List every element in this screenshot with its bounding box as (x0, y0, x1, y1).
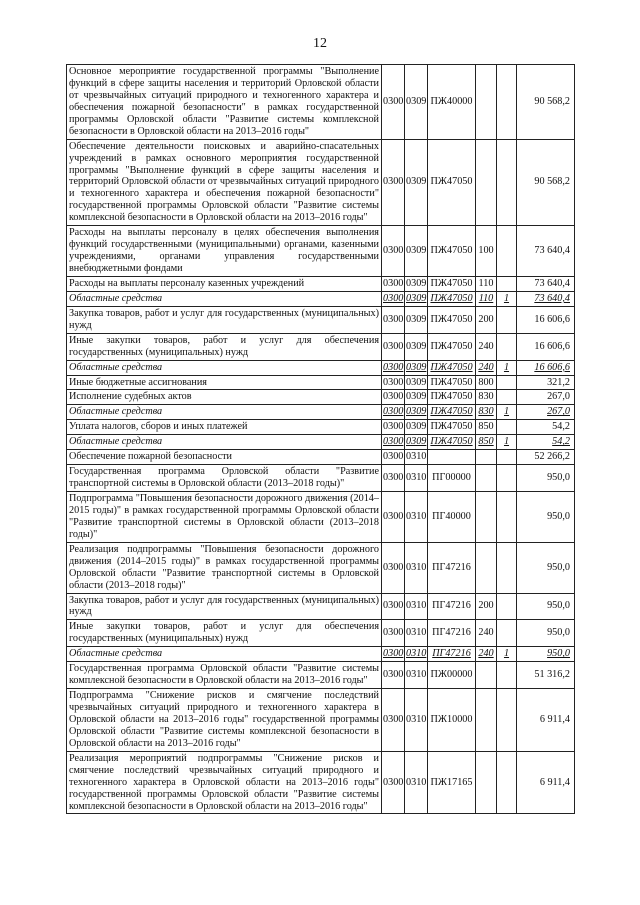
target-article-code: ПГ47216 (428, 542, 476, 593)
amount-value: 950,0 (517, 620, 575, 647)
section-code: 0300 (382, 647, 405, 662)
section-code: 0300 (382, 306, 405, 333)
target-article-code: ПЖ47050 (428, 306, 476, 333)
subsection-code: 0309 (405, 226, 428, 277)
section-code: 0300 (382, 689, 405, 752)
table-row (67, 647, 575, 662)
target-article-code (428, 450, 476, 465)
amount-value: 51 316,2 (517, 662, 575, 689)
section-code: 0300 (382, 620, 405, 647)
row-description: Областные средства (67, 360, 382, 375)
row-description: Исполнение судебных актов (67, 390, 382, 405)
table-row (67, 435, 575, 450)
subsection-code: 0310 (405, 689, 428, 752)
expense-type-code: 240 (476, 333, 497, 360)
row-description: Областные средства (67, 405, 382, 420)
table-row (67, 306, 575, 333)
expense-type-code: 110 (476, 291, 497, 306)
table-row (67, 405, 575, 420)
subsection-code: 0309 (405, 306, 428, 333)
expense-type-code (476, 450, 497, 465)
target-article-code: ПЖ47050 (428, 390, 476, 405)
section-code: 0300 (382, 360, 405, 375)
row-description: Иные закупки товаров, работ и услуг для обеспечения государственных (муниципальных) нужд (67, 620, 382, 647)
row-description: Государственная программа Орловской области "Развитие транспортной системы в Орловской области (2013–2018 годы)" (67, 465, 382, 492)
funding-source-code (497, 390, 517, 405)
table-row (67, 542, 575, 593)
row-description: Государственная программа Орловской области "Развитие системы комплексной безопасности в Орловской области на 2013–2016 годы" (67, 662, 382, 689)
amount-value: 950,0 (517, 492, 575, 543)
target-article-code: ПЖ47050 (428, 291, 476, 306)
funding-source-code (497, 662, 517, 689)
funding-source-code (497, 276, 517, 291)
funding-source-code (497, 620, 517, 647)
amount-value: 950,0 (517, 465, 575, 492)
table-row (67, 465, 575, 492)
table-row (67, 65, 575, 140)
expense-type-code: 240 (476, 647, 497, 662)
section-code: 0300 (382, 593, 405, 620)
subsection-code: 0309 (405, 139, 428, 226)
expense-type-code: 830 (476, 405, 497, 420)
subsection-code: 0309 (405, 420, 428, 435)
funding-source-code (497, 375, 517, 390)
amount-value: 16 606,6 (517, 333, 575, 360)
funding-source-code (497, 420, 517, 435)
table-row (67, 291, 575, 306)
amount-value: 950,0 (517, 593, 575, 620)
funding-source-code (497, 333, 517, 360)
row-description: Расходы на выплаты персоналу в целях обеспечения выполнения функций государственными (муниципальными) органами, казенными учреждениями, органами управления государственными внебюджетными фондами (67, 226, 382, 277)
section-code: 0300 (382, 435, 405, 450)
row-description: Реализация мероприятий подпрограммы "Снижение рисков и смягчение последствий чрезвычайных ситуаций природного и техногенного характера в Орловской области на 2013–2016 годы" государственной программы Орловской области "Развитие системы комплексной безопасности в Орловской области на 2013–2016 годы" (67, 751, 382, 814)
target-article-code: ПЖ10000 (428, 689, 476, 752)
section-code: 0300 (382, 226, 405, 277)
section-code: 0300 (382, 139, 405, 226)
amount-value: 6 911,4 (517, 751, 575, 814)
section-code: 0300 (382, 662, 405, 689)
table-row (67, 492, 575, 543)
row-description: Обеспечение пожарной безопасности (67, 450, 382, 465)
funding-source-code: 1 (497, 291, 517, 306)
expense-type-code: 800 (476, 375, 497, 390)
expense-type-code (476, 492, 497, 543)
funding-source-code (497, 65, 517, 140)
table-row (67, 420, 575, 435)
amount-value: 90 568,2 (517, 139, 575, 226)
expense-type-code: 850 (476, 435, 497, 450)
row-description: Закупка товаров, работ и услуг для государственных (муниципальных) нужд (67, 306, 382, 333)
subsection-code: 0310 (405, 593, 428, 620)
target-article-code: ПЖ47050 (428, 435, 476, 450)
target-article-code: ПЖ47050 (428, 139, 476, 226)
amount-value: 73 640,4 (517, 226, 575, 277)
funding-source-code (497, 465, 517, 492)
expense-type-code (476, 689, 497, 752)
table-row (67, 450, 575, 465)
target-article-code: ПГ47216 (428, 593, 476, 620)
subsection-code: 0310 (405, 751, 428, 814)
amount-value: 321,2 (517, 375, 575, 390)
subsection-code: 0309 (405, 65, 428, 140)
expense-type-code (476, 751, 497, 814)
row-description: Иные закупки товаров, работ и услуг для обеспечения государственных (муниципальных) нужд (67, 333, 382, 360)
funding-source-code: 1 (497, 647, 517, 662)
section-code: 0300 (382, 390, 405, 405)
subsection-code: 0309 (405, 360, 428, 375)
section-code: 0300 (382, 542, 405, 593)
subsection-code: 0309 (405, 405, 428, 420)
row-description: Областные средства (67, 647, 382, 662)
section-code: 0300 (382, 65, 405, 140)
subsection-code: 0310 (405, 492, 428, 543)
table-row (67, 226, 575, 277)
subsection-code: 0310 (405, 542, 428, 593)
subsection-code: 0310 (405, 450, 428, 465)
funding-source-code (497, 593, 517, 620)
amount-value: 950,0 (517, 647, 575, 662)
table-row (67, 593, 575, 620)
funding-source-code (497, 450, 517, 465)
section-code: 0300 (382, 751, 405, 814)
amount-value: 90 568,2 (517, 65, 575, 140)
budget-table-body (67, 65, 575, 814)
section-code: 0300 (382, 405, 405, 420)
row-description: Иные бюджетные ассигнования (67, 375, 382, 390)
subsection-code: 0309 (405, 375, 428, 390)
row-description: Обеспечение деятельности поисковых и аварийно-спасательных учреждений в рамках основного мероприятия государственной программы "Выполнение функций в сфере защиты населения и территорий Орловской области от чрезвычайных ситуаций природного и техногенного характера и обеспечения пожарной безопасности" государственной программы Орловской области "Развитие системы комплексной безопасности в Орловской области на 2013–2016 годы" (67, 139, 382, 226)
funding-source-code: 1 (497, 405, 517, 420)
row-description: Закупка товаров, работ и услуг для государственных (муниципальных) нужд (67, 593, 382, 620)
funding-source-code (497, 542, 517, 593)
funding-source-code (497, 751, 517, 814)
expense-type-code (476, 542, 497, 593)
table-row (67, 375, 575, 390)
expense-type-code: 200 (476, 593, 497, 620)
funding-source-code: 1 (497, 360, 517, 375)
subsection-code: 0310 (405, 647, 428, 662)
funding-source-code (497, 689, 517, 752)
table-row (67, 689, 575, 752)
amount-value: 73 640,4 (517, 276, 575, 291)
amount-value: 54,2 (517, 420, 575, 435)
expense-type-code (476, 65, 497, 140)
amount-value: 267,0 (517, 390, 575, 405)
funding-source-code (497, 139, 517, 226)
expense-type-code: 830 (476, 390, 497, 405)
page-number: 12 (313, 36, 327, 51)
table-row (67, 751, 575, 814)
table-row (67, 390, 575, 405)
target-article-code: ПЖ47050 (428, 333, 476, 360)
amount-value: 6 911,4 (517, 689, 575, 752)
target-article-code: ПЖ47050 (428, 276, 476, 291)
funding-source-code (497, 226, 517, 277)
expense-type-code (476, 465, 497, 492)
expense-type-code (476, 139, 497, 226)
section-code: 0300 (382, 375, 405, 390)
row-description: Реализация подпрограммы "Повышения безопасности дорожного движения (2014–2015 годы)" в рамках государственной программы Орловской области "Развитие транспортной системы в Орловской области (2013–2018 годы)" (67, 542, 382, 593)
row-description: Областные средства (67, 435, 382, 450)
section-code: 0300 (382, 492, 405, 543)
subsection-code: 0310 (405, 662, 428, 689)
section-code: 0300 (382, 333, 405, 360)
target-article-code: ПЖ47050 (428, 360, 476, 375)
section-code: 0300 (382, 291, 405, 306)
expense-type-code (476, 662, 497, 689)
amount-value: 52 266,2 (517, 450, 575, 465)
target-article-code: ПЖ47050 (428, 226, 476, 277)
subsection-code: 0309 (405, 435, 428, 450)
subsection-code: 0309 (405, 291, 428, 306)
target-article-code: ПЖ47050 (428, 375, 476, 390)
section-code: 0300 (382, 276, 405, 291)
budget-table (66, 64, 575, 814)
target-article-code: ПЖ40000 (428, 65, 476, 140)
table-row (67, 333, 575, 360)
table-row (67, 276, 575, 291)
target-article-code: ПЖ47050 (428, 405, 476, 420)
expense-type-code: 240 (476, 620, 497, 647)
row-description: Расходы на выплаты персоналу казенных учреждений (67, 276, 382, 291)
target-article-code: ПГ47216 (428, 647, 476, 662)
table-row (67, 620, 575, 647)
target-article-code: ПЖ17165 (428, 751, 476, 814)
amount-value: 54,2 (517, 435, 575, 450)
amount-value: 16 606,6 (517, 360, 575, 375)
subsection-code: 0310 (405, 620, 428, 647)
section-code: 0300 (382, 420, 405, 435)
funding-source-code (497, 306, 517, 333)
target-article-code: ПЖ00000 (428, 662, 476, 689)
funding-source-code (497, 492, 517, 543)
amount-value: 16 606,6 (517, 306, 575, 333)
subsection-code: 0309 (405, 333, 428, 360)
table-row (67, 139, 575, 226)
row-description: Уплата налогов, сборов и иных платежей (67, 420, 382, 435)
expense-type-code: 850 (476, 420, 497, 435)
target-article-code: ПГ47216 (428, 620, 476, 647)
target-article-code: ПГ40000 (428, 492, 476, 543)
expense-type-code: 110 (476, 276, 497, 291)
section-code: 0300 (382, 450, 405, 465)
table-row (67, 662, 575, 689)
row-description: Основное мероприятие государственной программы "Выполнение функций в сфере защиты населения и территорий Орловской области от чрезвычайных ситуаций природного и техногенного характера и обеспечения пожарной безопасности" в рамках государственной программы Орловской области "Развитие системы комплексной безопасности в Орловской области на 2013–2016 годы" (67, 65, 382, 140)
target-article-code: ПГ00000 (428, 465, 476, 492)
amount-value: 267,0 (517, 405, 575, 420)
funding-source-code: 1 (497, 435, 517, 450)
subsection-code: 0309 (405, 390, 428, 405)
section-code: 0300 (382, 465, 405, 492)
subsection-code: 0310 (405, 465, 428, 492)
row-description: Подпрограмма "Повышения безопасности дорожного движения (2014–2015 годы)" в рамках государственной программы Орловской области "Развитие транспортной системы в Орловской области (2013–2018 годы)" (67, 492, 382, 543)
amount-value: 73 640,4 (517, 291, 575, 306)
expense-type-code: 100 (476, 226, 497, 277)
row-description: Областные средства (67, 291, 382, 306)
target-article-code: ПЖ47050 (428, 420, 476, 435)
expense-type-code: 240 (476, 360, 497, 375)
row-description: Подпрограмма "Снижение рисков и смягчение последствий чрезвычайных ситуаций природного и техногенного характера в Орловской области на 2013–2016 годы" государственной программы Орловской области "Развитие системы комплексной безопасности в Орловской области на 2013–2016 годы" (67, 689, 382, 752)
table-row (67, 360, 575, 375)
expense-type-code: 200 (476, 306, 497, 333)
subsection-code: 0309 (405, 276, 428, 291)
amount-value: 950,0 (517, 542, 575, 593)
